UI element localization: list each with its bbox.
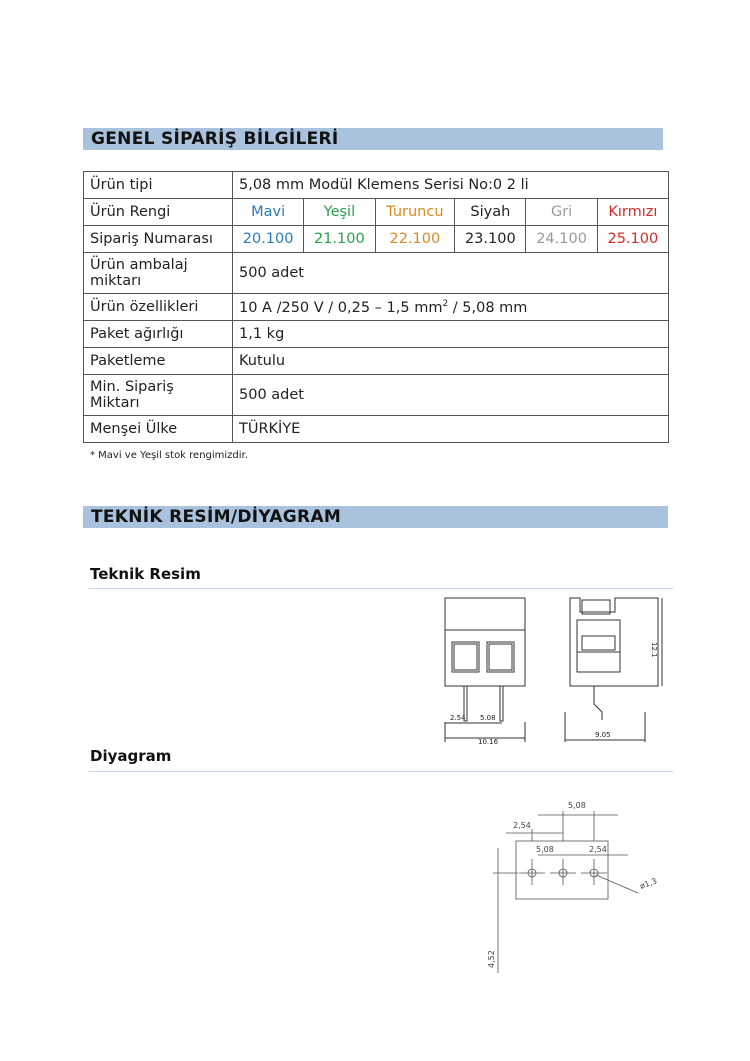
spec-table <box>83 171 669 443</box>
dim-label: 9.05 <box>595 731 611 739</box>
color-cell: Mavi <box>233 199 304 226</box>
section-title-general: GENEL SİPARİŞ BİLGİLERİ <box>91 129 339 149</box>
color-cell: Yeşil <box>304 199 375 226</box>
diagram-dim-label: 5,08 <box>568 801 586 810</box>
section-title-technical: TEKNİK RESİM/DİYAGRAM <box>91 507 342 527</box>
row-value: 500 adet <box>233 253 669 294</box>
front-view-slot <box>454 644 477 670</box>
row-label: Menşei Ülke <box>84 416 233 443</box>
row-label: Paketleme <box>84 348 233 375</box>
row-value: 500 adet <box>233 375 669 416</box>
front-view-pin <box>500 686 503 721</box>
side-view-pin <box>594 686 602 720</box>
technical-drawing <box>440 592 670 747</box>
row-label: Sipariş Numarası <box>84 226 233 253</box>
dim-label: 2.54 <box>450 714 466 722</box>
row-label: Ürün Rengi <box>84 199 233 226</box>
order-code-cell: 25.100 <box>597 226 668 253</box>
pcb-diagram <box>478 793 668 983</box>
row-label: Ürün tipi <box>84 172 233 199</box>
table-row <box>84 348 669 375</box>
side-view-cavity <box>577 620 620 672</box>
diagram-dim-label: 2,54 <box>589 845 607 854</box>
features-text-end: / 5,08 mm <box>448 299 528 316</box>
row-label: Min. Sipariş Miktarı <box>84 375 233 416</box>
side-view-cavity <box>582 636 615 650</box>
table-row <box>84 416 669 443</box>
diagram-divider <box>88 771 673 772</box>
row-label: Ürün özellikleri <box>84 294 233 321</box>
diagram-dim-label: 2,54 <box>513 821 531 830</box>
order-code-cell: 21.100 <box>304 226 375 253</box>
color-cell: Gri <box>526 199 597 226</box>
color-cell: Kırmızı <box>597 199 668 226</box>
table-row <box>84 294 669 321</box>
row-label: Ürün ambalaj miktarı <box>84 253 233 294</box>
row-value: Kutulu <box>233 348 669 375</box>
order-code-cell: 24.100 <box>526 226 597 253</box>
features-superscript: 2 <box>442 298 449 309</box>
row-value: 5,08 mm Modül Klemens Serisi No:0 2 li <box>233 172 669 199</box>
row-value: TÜRKİYE <box>233 416 669 443</box>
table-row <box>84 253 669 294</box>
color-cell: Turuncu <box>375 199 455 226</box>
section-band-technical <box>83 506 668 528</box>
table-row <box>84 375 669 416</box>
row-label: Paket ağırlığı <box>84 321 233 348</box>
side-view-profile <box>570 598 658 686</box>
order-code-cell: 20.100 <box>233 226 304 253</box>
color-cell: Siyah <box>455 199 526 226</box>
front-view-slot <box>452 642 479 672</box>
row-value: 1,1 kg <box>233 321 669 348</box>
front-view-slot <box>489 644 512 670</box>
table-row <box>84 172 669 199</box>
diagram-dim-label: 5,08 <box>536 845 554 854</box>
drawing-heading: Teknik Resim <box>90 565 201 583</box>
dim-label: 10.16 <box>478 738 499 746</box>
stock-note: * Mavi ve Yeşil stok rengimizdir. <box>90 450 248 461</box>
row-value <box>233 294 669 321</box>
order-code-cell: 23.100 <box>455 226 526 253</box>
dim-label: 12.1 <box>650 642 658 658</box>
table-row <box>84 226 669 253</box>
front-view-slot <box>487 642 514 672</box>
diagram-dim-label: ø1,3 <box>638 876 659 891</box>
drawing-divider <box>88 588 673 589</box>
order-code-cell: 22.100 <box>375 226 455 253</box>
table-row <box>84 321 669 348</box>
dim-label: 5.08 <box>480 714 496 722</box>
table-row <box>84 199 669 226</box>
diagram-dim-label: 4,52 <box>487 950 496 968</box>
features-text: 10 A /250 V / 0,25 – 1,5 mm <box>239 299 443 316</box>
diagram-heading: Diyagram <box>90 747 172 765</box>
section-band-general <box>83 128 663 150</box>
